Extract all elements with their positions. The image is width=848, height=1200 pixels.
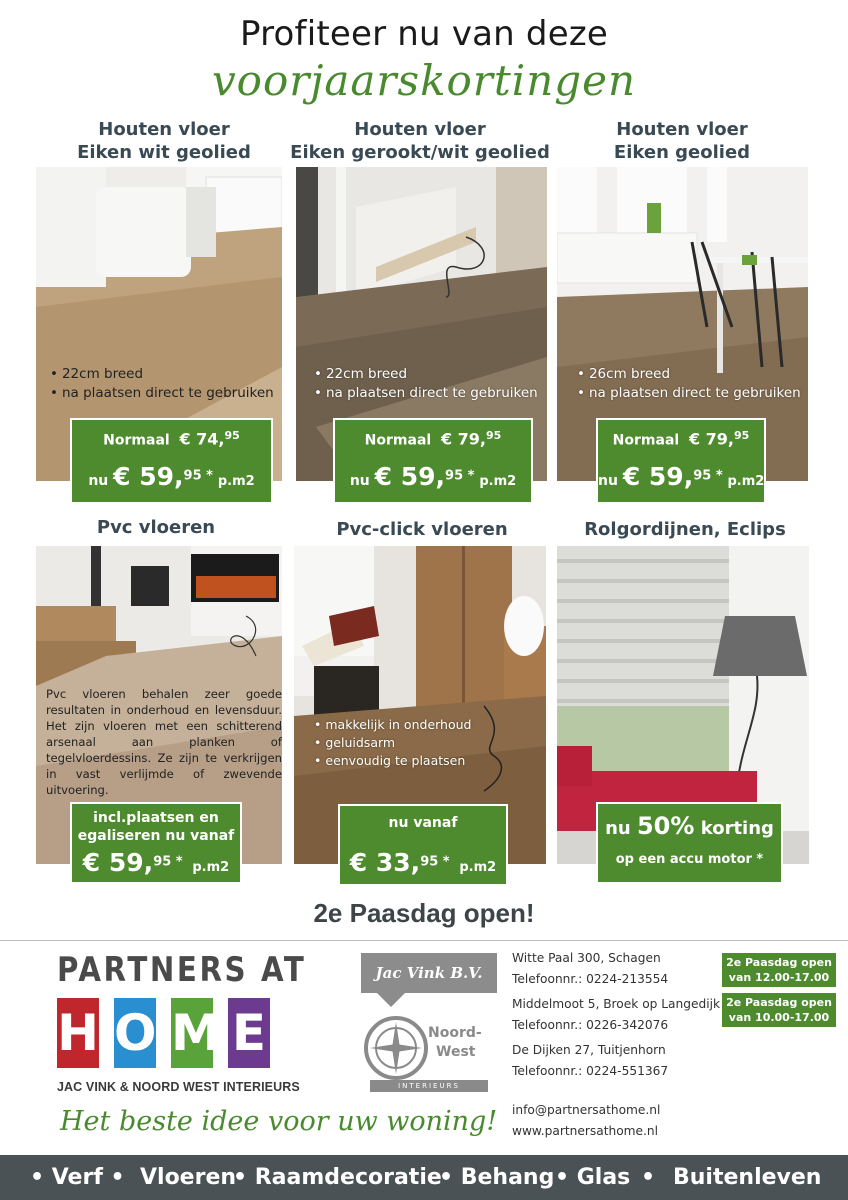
brand-name: PARTNERS AT bbox=[57, 950, 307, 990]
footer-item-buitenleven: Buitenleven bbox=[673, 1165, 822, 1190]
product-3-title: Houten vloer Eiken geolied bbox=[613, 119, 751, 163]
product-1-pricebox bbox=[70, 418, 273, 504]
footer-item-glas: • Glas bbox=[555, 1165, 631, 1190]
footer-item-raamdecoratie: • Raamdecoratie bbox=[233, 1165, 442, 1190]
website-link[interactable]: www.partnersathome.nl bbox=[512, 1124, 659, 1138]
product-5-title: Pvc-click vloeren bbox=[336, 519, 508, 540]
product-6-pricebox bbox=[596, 802, 783, 884]
headline-subtitle: voorjaarskortingen bbox=[211, 56, 637, 105]
product-2-bullets: • 22cm breed • na plaatsen direct te gebruiken bbox=[314, 365, 538, 403]
opening-hours-2: 2e Paasdag open van 10.00-17.00 uur bbox=[722, 993, 836, 1027]
product-1-normal-price: Normaal € 74,95 bbox=[103, 429, 240, 449]
home-letter-e: E bbox=[228, 998, 270, 1068]
home-letter-m: M bbox=[171, 998, 213, 1068]
product-2-pricebox bbox=[333, 418, 533, 504]
email-link[interactable]: info@partnersathome.nl bbox=[512, 1103, 661, 1117]
opening-hours-1: 2e Paasdag open van 12.00-17.00 bbox=[722, 953, 836, 987]
footer-item-vloeren: Vloeren bbox=[140, 1165, 237, 1190]
product-5-now-price: € 33,95 * p.m2 bbox=[349, 848, 497, 877]
product-2-now-price: nu € 59,95 * p.m2 bbox=[349, 462, 517, 491]
product-2-title: Houten vloer Eiken gerookt/wit geolied bbox=[290, 119, 550, 163]
jac-vink-logo: Jac Vink B.V. bbox=[361, 953, 497, 993]
location-broek: Middelmoot 5, Broek op Langedijk Telefoonnr.: 0226-342076 bbox=[512, 997, 721, 1032]
noord-west-subtitle: INTERIEURS bbox=[370, 1080, 488, 1092]
product-4-title: Pvc vloeren bbox=[96, 517, 216, 538]
product-3-bullets: • 26cm breed • na plaatsen direct te gebruiken bbox=[577, 365, 801, 403]
product-5-label: nu vanaf bbox=[388, 815, 458, 831]
product-4-promo-text: incl.plaatsen en egaliseren nu vanaf bbox=[77, 810, 235, 844]
product-4-now-price: € 59,95 * p.m2 bbox=[82, 848, 230, 877]
divider bbox=[0, 940, 848, 941]
product-6-discount: nu 50% korting bbox=[605, 812, 774, 840]
product-2-normal-price: Normaal € 79,95 bbox=[364, 429, 502, 449]
headline: Profiteer nu van deze bbox=[240, 14, 608, 54]
product-3-normal-price: Normaal € 79,95 bbox=[612, 429, 750, 449]
product-4-pricebox bbox=[70, 802, 242, 884]
footer-item-behang: • Behang bbox=[439, 1165, 555, 1190]
product-1-now-price: nu € 59,95 * p.m2 bbox=[88, 462, 255, 491]
product-6-title: Rolgordijnen, Eclips bbox=[584, 519, 786, 540]
product-6-subline: op een accu motor * bbox=[615, 852, 764, 867]
location-schagen: Witte Paal 300, Schagen Telefoonnr.: 0224-213554 bbox=[512, 951, 669, 986]
footer-bullet: • bbox=[641, 1165, 656, 1190]
product-3-pricebox bbox=[596, 418, 766, 504]
product-1-bullets: • 22cm breed • na plaatsen direct te gebruiken bbox=[50, 365, 274, 403]
product-5-pricebox bbox=[338, 804, 508, 886]
noord-west-logo: Noord- West bbox=[428, 1025, 482, 1060]
product-5-bullets: • makkelijk in onderhoud • geluidsarm • eenvoudig te plaatsen bbox=[314, 716, 471, 770]
footer-item-verf: • Verf • bbox=[30, 1165, 125, 1190]
jac-vink-pointer bbox=[377, 993, 405, 1007]
contact-info bbox=[512, 1100, 660, 1142]
home-letter-h: H bbox=[57, 998, 99, 1068]
slogan: Het beste idee voor uw woning! bbox=[60, 1106, 498, 1137]
product-4-description: Pvc vloeren behalen zeer goede resultaten in onderhoud en levensduur. Het zijn vloeren met een schitterend arsenaal aan planken of tegelvloerdessins. Ze zijn te verkrijgen in vast verlijmde of zwevende uitvoering. bbox=[46, 687, 282, 797]
home-letter-o: O bbox=[114, 998, 156, 1068]
product-3-now-price: nu € 59,95 * p.m2 bbox=[598, 462, 765, 491]
product-1-title: Houten vloer Eiken wit geolied bbox=[77, 119, 251, 163]
location-tuitjenhorn: De Dijken 27, Tuitjenhorn Telefoonnr.: 0224-551367 bbox=[512, 1043, 669, 1078]
brand-subtitle: JAC VINK & NOORD WEST INTERIEURS bbox=[57, 1080, 300, 1094]
easter-banner: 2e Paasdag open! bbox=[313, 898, 535, 928]
footer-bar bbox=[0, 1155, 848, 1200]
